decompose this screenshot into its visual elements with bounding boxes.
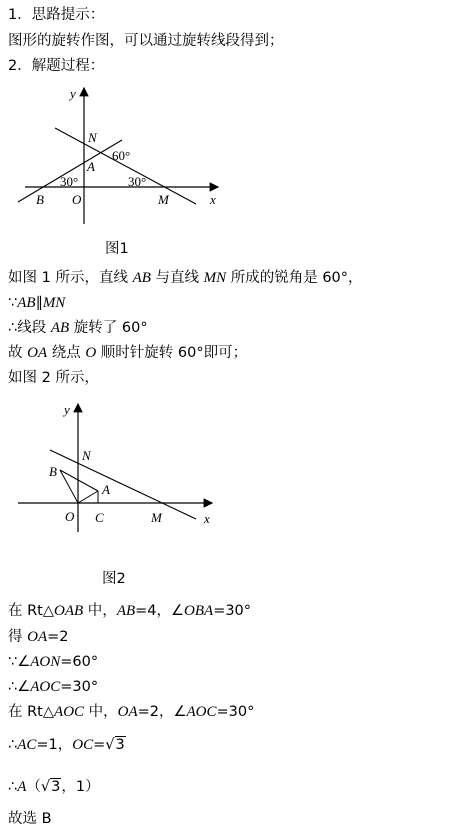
fig1-line-ab [18,140,122,202]
fig2-label-x: x [204,511,210,526]
fig1-label-60: 60° [112,148,131,163]
line-oa-value: 得 OA=2 [8,629,69,645]
line-rt-aoc: 在 Rt△AOC 中，OA=2，∠AOC=30° [8,704,255,720]
line-angle-statement: 如图 1 所示，直线 AB 与直线 MN 所成的锐角是 60°， [8,270,363,286]
fig2-segment-oa [78,491,98,503]
fig1-label-m: M [158,192,169,207]
line-answer: 故选 B [8,811,52,827]
line-aon: ∵∠AON=60° [8,654,99,670]
step-2-heading: 2．解题过程： [8,58,105,74]
line-conclusion-rotate: 故 OA 绕点 O 顺时针旋转 60°即可； [8,345,248,361]
line-aoc: ∴∠AOC=30° [8,679,99,695]
fig1-label-o: O [72,192,82,207]
fig1-label-n: N [88,130,97,145]
fig1-label-30-right: 30° [128,174,147,189]
fig1-label-a: A [87,159,95,174]
hint-text: 图形的旋转作图，可以通过旋转线段得到； [8,33,284,49]
line-see-fig2: 如图 2 所示， [8,370,99,386]
line-parallel: ∵AB∥MN [8,295,66,311]
fig2-label-o: O [65,509,75,524]
line-rotation: ∴线段 AB 旋转了 60° [8,320,148,336]
fig1-label-30-left: 30° [60,174,79,189]
sqrt-symbol: √3 [40,779,61,795]
fig2-label-b: B [49,464,57,479]
figure-1-diagram [0,82,474,232]
figure-2-diagram [0,396,474,536]
step-1-heading: 1．思路提示： [8,7,105,23]
fig2-label-m: M [151,510,162,525]
figure-2-caption: 图2 [102,571,126,587]
line-point-a: ∴A（√3，1） [8,779,100,795]
line-ac-oc: ∴AC=1，OC=√3 [8,737,125,753]
sqrt-symbol: √3 [105,737,125,753]
fig2-label-y: y [64,402,70,417]
fig2-label-a: A [102,482,110,497]
fig1-label-b: B [36,192,44,207]
fig2-label-c: C [95,510,104,525]
fig1-label-x: x [210,192,216,207]
line-rt-oab: 在 Rt△OAB 中，AB=4，∠OBA=30° [8,603,252,619]
fig2-label-n: N [82,448,91,463]
figure-1-caption: 图1 [105,241,129,257]
fig1-label-y: y [70,86,76,101]
